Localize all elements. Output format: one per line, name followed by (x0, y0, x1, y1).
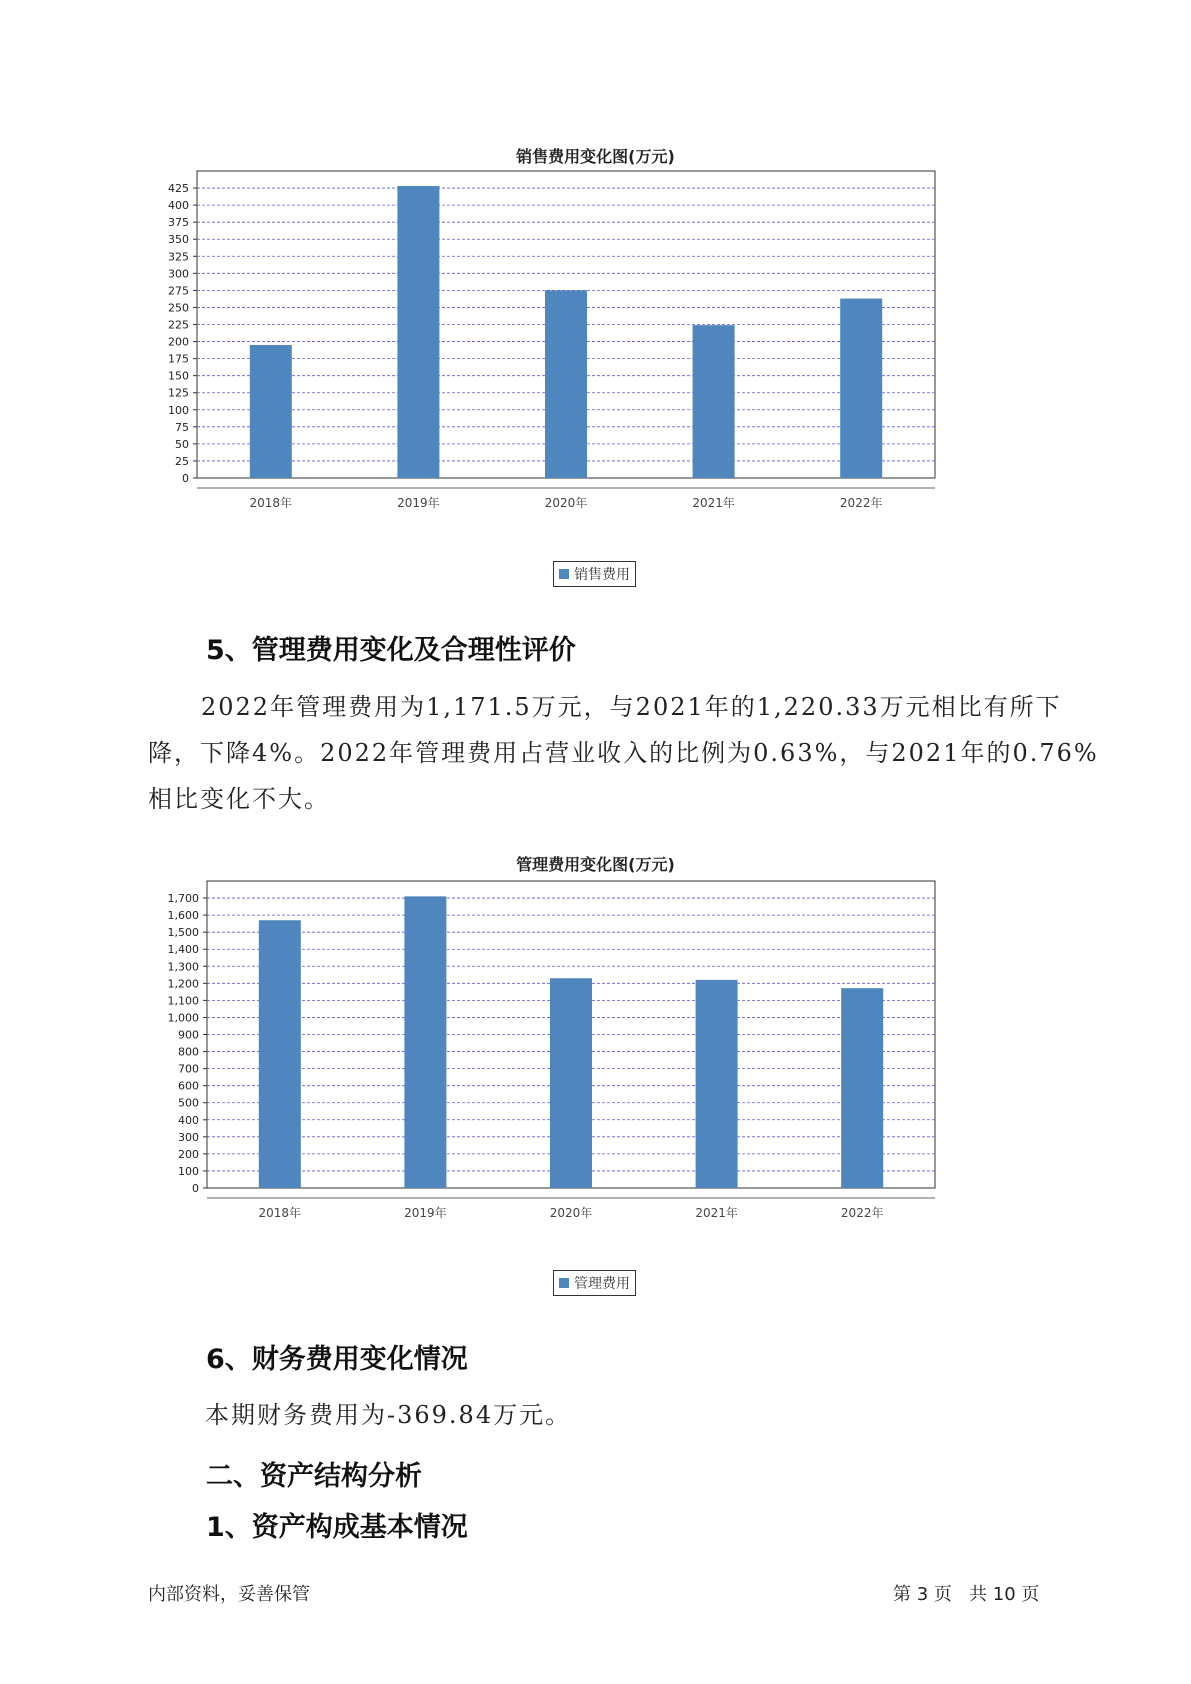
y-tick-label: 1,500 (167, 926, 199, 940)
y-tick-label: 275 (168, 284, 189, 298)
section5-heading: 5、管理费用变化及合理性评价 (206, 635, 576, 666)
section6-paragraph (205, 1392, 1110, 1438)
y-tick-label: 1,000 (167, 1011, 199, 1025)
y-tick-label: 25 (175, 454, 189, 468)
x-tick-label: 2022年 (840, 1206, 884, 1220)
legend-label: 销售费用 (574, 567, 630, 583)
legend-swatch (559, 1278, 569, 1288)
asset-sub-heading: 1、资产构成基本情况 (206, 1512, 468, 1543)
sales-chart-title: 销售费用变化图(万元) (516, 147, 675, 166)
bar (693, 325, 735, 478)
legend-swatch (559, 569, 569, 579)
y-tick-label: 900 (178, 1028, 199, 1042)
y-tick-label: 0 (192, 1182, 199, 1195)
y-tick-label: 1,100 (167, 994, 199, 1008)
x-tick-label: 2020年 (544, 496, 588, 510)
footer-confidential: 内部资料，妥善保管 (148, 1584, 310, 1605)
bar (550, 978, 592, 1188)
y-tick-label: 200 (178, 1147, 199, 1161)
x-tick-label: 2019年 (404, 1206, 447, 1220)
bar (545, 290, 587, 478)
paragraph-line: 本期财务费用为-369.84万元。 (205, 1401, 572, 1429)
x-tick-label: 2019年 (397, 496, 440, 510)
y-tick-label: 1,300 (167, 960, 199, 974)
y-tick-label: 300 (168, 267, 189, 281)
y-tick-label: 500 (178, 1096, 199, 1110)
x-tick-label: 2020年 (549, 1206, 593, 1220)
y-tick-label: 325 (168, 250, 189, 264)
y-tick-label: 1,200 (167, 977, 199, 991)
paragraph-line: 相比变化不大。 (148, 785, 330, 813)
y-tick-label: 100 (168, 403, 189, 417)
y-tick-label: 1,700 (167, 892, 199, 906)
admin-chart-legend (553, 1270, 636, 1296)
y-tick-label: 200 (168, 335, 189, 349)
x-tick-label: 2021年 (692, 496, 735, 510)
bar (696, 980, 738, 1188)
y-tick-label: 400 (168, 199, 189, 213)
paragraph-line: 降，下降4%。2022年管理费用占营业收入的比例为0.63%，与2021年的0.76% (148, 739, 1099, 767)
bar (404, 896, 446, 1188)
y-tick-label: 350 (168, 233, 189, 247)
y-tick-label: 225 (168, 318, 189, 332)
sales-chart (150, 170, 1030, 550)
bar (840, 299, 882, 478)
admin-chart (150, 880, 1030, 1260)
bar (397, 186, 439, 478)
section5-paragraph (148, 684, 1099, 822)
bar (250, 345, 292, 478)
y-tick-label: 100 (178, 1164, 199, 1178)
y-tick-label: 375 (168, 216, 189, 230)
y-tick-label: 125 (168, 386, 189, 400)
y-tick-label: 175 (168, 352, 189, 366)
y-tick-label: 250 (168, 301, 189, 315)
bar (259, 920, 301, 1188)
y-tick-label: 150 (168, 369, 189, 383)
y-tick-label: 800 (178, 1045, 199, 1059)
y-tick-label: 1,400 (167, 943, 199, 957)
x-tick-label: 2018年 (258, 1206, 302, 1220)
y-tick-label: 50 (175, 437, 189, 451)
y-tick-label: 700 (178, 1062, 199, 1076)
x-tick-label: 2022年 (839, 496, 883, 510)
y-tick-label: 1,600 (167, 909, 199, 923)
admin-chart-title: 管理费用变化图(万元) (516, 855, 675, 874)
footer-page-number: 第 3 页 共 10 页 (893, 1584, 1040, 1605)
y-tick-label: 0 (182, 472, 189, 485)
legend-label: 管理费用 (574, 1276, 630, 1292)
section6-heading: 6、财务费用变化情况 (206, 1344, 468, 1375)
y-tick-label: 425 (168, 182, 189, 196)
paragraph-line: 2022年管理费用为1,171.5万元，与2021年的1,220.33万元相比有所下 (201, 693, 1062, 721)
y-tick-label: 75 (175, 420, 189, 434)
x-tick-label: 2018年 (249, 496, 293, 510)
y-tick-label: 600 (178, 1079, 199, 1093)
bar (841, 988, 883, 1188)
asset-section-heading: 二、资产结构分析 (206, 1461, 422, 1492)
y-tick-label: 300 (178, 1130, 199, 1144)
x-tick-label: 2021年 (695, 1206, 738, 1220)
y-tick-label: 400 (178, 1113, 199, 1127)
sales-chart-legend (553, 561, 636, 587)
